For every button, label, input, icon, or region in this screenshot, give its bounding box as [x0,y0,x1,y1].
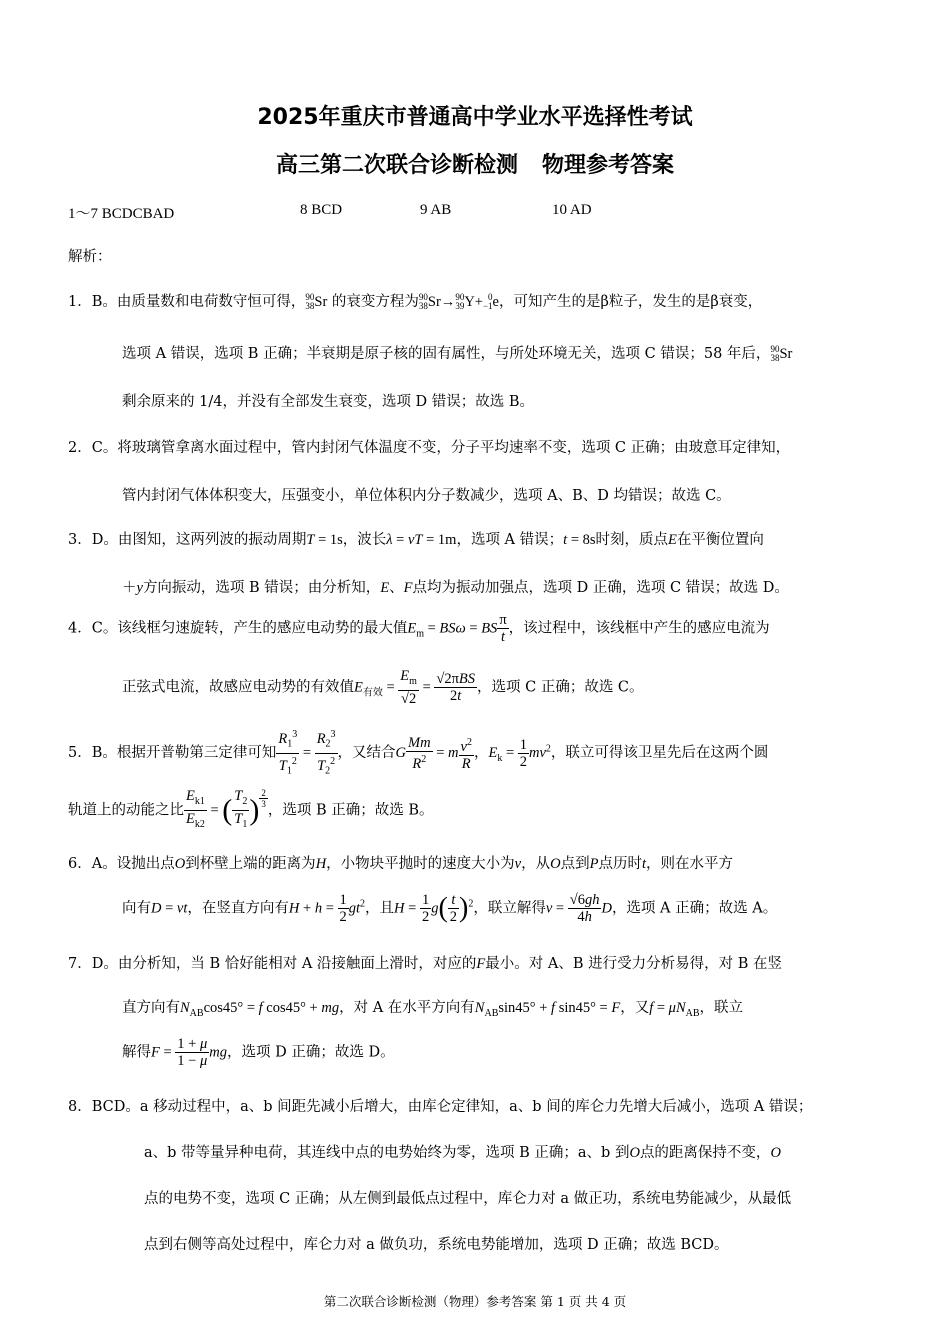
title-line-2 [0,148,950,179]
q3-line-2: ＋y方向振动，选项 B 错误；由分析知，E、F点均为振动加强点，选项 D 正确，选项 C 错误；故选 D。 [122,580,789,596]
q8-line-1: 8．BCD。a 移动过程中，a、b 间距先减小后增大，由库仑定律知，a、b 间的库仑力先增大后减小，选项 A 错误； [68,1099,813,1115]
q7-line-3: 解得F = $\frac{1 + \mu}{1 - \mu}$ mg，选项 D 正确；故选 D。 [122,1036,395,1069]
answer-9: 9 AB [420,202,452,218]
q3-line-1: 3．D。由图知，这两列波的振动周期T = 1s，波长λ = vT = 1m，选项 A 错误；t = 8s时刻，质点E在平衡位置向 [68,532,764,548]
page-footer: 第二次联合诊断检测（物理）参考答案 第 1 页 共 4 页 [323,1294,627,1309]
q4-line-1: 4．C。该线框匀速旋转，产生的感应电动势的最大值$E_m = BS\omega$ = BS $\frac{\pi}{t}$ ，该过程中，该线框中产生的感应电流为 [68,612,770,645]
q6-line-1: 6．A。设抛出点O到杯壁上端的距离为H，小物块平抛时的速度大小为v，从O点到P点历时t，则在水平方 [68,856,733,872]
q2-line-1: 2．C。将玻璃管拿离水面过程中，管内封闭气体温度不变，分子平均速率不变，选项 C 正确；由玻意耳定律知， [68,440,791,456]
title-subject: 物理参考答案 [542,153,675,178]
q8-line-3: 点的电势不变，选项 C 正确；从左侧到最低点过程中，库仑力对 a 做正功，系统电势能减少，从最低 [144,1191,792,1207]
q8-line-2: a、b 带等量异种电荷，其连线中点的电势始终为零，选项 B 正确；a、b 到O点的距离保持不变，O [144,1145,781,1161]
answer-10: 10 AD [552,202,592,218]
q2-line-2: 管内封闭气体体积变大，压强变小，单位体积内分子数减少，选项 A、B、D 均错误；故选 C。 [122,488,731,504]
q4-line-2: 正弦式电流，故感应电动势的有效值$E_{有效}$ = $\frac{E_m}{√2}$ = $\frac{\text{√2πBS}}{2t}$ ，选项 C 正确；故选 C。 [122,668,644,707]
analysis-label: 解析： [68,249,112,265]
q8-line-4: 点到右侧等高处过程中，库仑力对 a 做负功，系统电势能增加，选项 D 正确；故选 BCD。 [144,1237,729,1253]
q6-line-2: 向有D = vt，在竖直方向有H + h = $\frac{1}{2}$ $gt^2$，且H = $\frac{1}{2}$ g( $\frac{t}{2}$ )$^2$，联立解得v = $\frac{√6gh}{4h}$ D，选项 A 正确；故选 A。 [122,892,778,925]
q1-line-2: 选项 A 错误，选项 B 正确；半衰期是原子核的固有属性，与所处环境无关，选项 C 错误；58 年后，90 38Sr [122,344,793,363]
q5-line-1: 5．B。根据开普勒第三定律可知 $\frac{R_1^3}{T_1^2}$ = $\frac{R_2^3}{T_2^2}$ ，又结合G $\frac{Mm}{R^2}$ = m $\frac{v^2}{R}$ ，$E_k$ = $\frac{1}{2}$ $mv^2$，联立可得该卫星先后在这两个圆 [68,729,769,777]
q1-line-3: 剩余原来的 1/4，并没有全部发生衰变，选项 D 错误；故选 B。 [122,394,535,410]
answer-8: 8 BCD [300,202,343,218]
title-line-1: 2025年重庆市普通高中学业水平选择性考试 [257,105,693,130]
answer-1-7: 1～7 BCDCBAD [68,206,175,222]
q5-line-2: 轨道上的动能之比 $\frac{E_{k1}}{E_{k2}}$ = ( $\frac{T_2}{T_1}$ ) $^{\frac{2}{3}}$ ，选项 B 正确；故选 B。 [68,788,434,830]
q7-line-1: 7．D。由分析知，当 B 恰好能相对 A 沿接触面上滑时，对应的F最小。对 A、B 进行受力分析易得，对 B 在竖 [68,956,782,972]
title-exam-name: 高三第二次联合诊断检测 [275,153,518,178]
q1-line-1: 1．B。由质量数和电荷数守恒可得，90 38Sr 的衰变方程为90 38Sr→90 39Y+ 0 −1e，可知产生的是β粒子，发生的是β衰变， [68,292,763,311]
q7-line-2: 直方向有$N_{AB}\cos 45^\circ = f$ cos45° + mg，对 A 在水平方向有$N_{AB}\sin 45^\circ + f$ sin45° = F，又$f = \mu N_{AB}$，联立 [122,1000,744,1019]
